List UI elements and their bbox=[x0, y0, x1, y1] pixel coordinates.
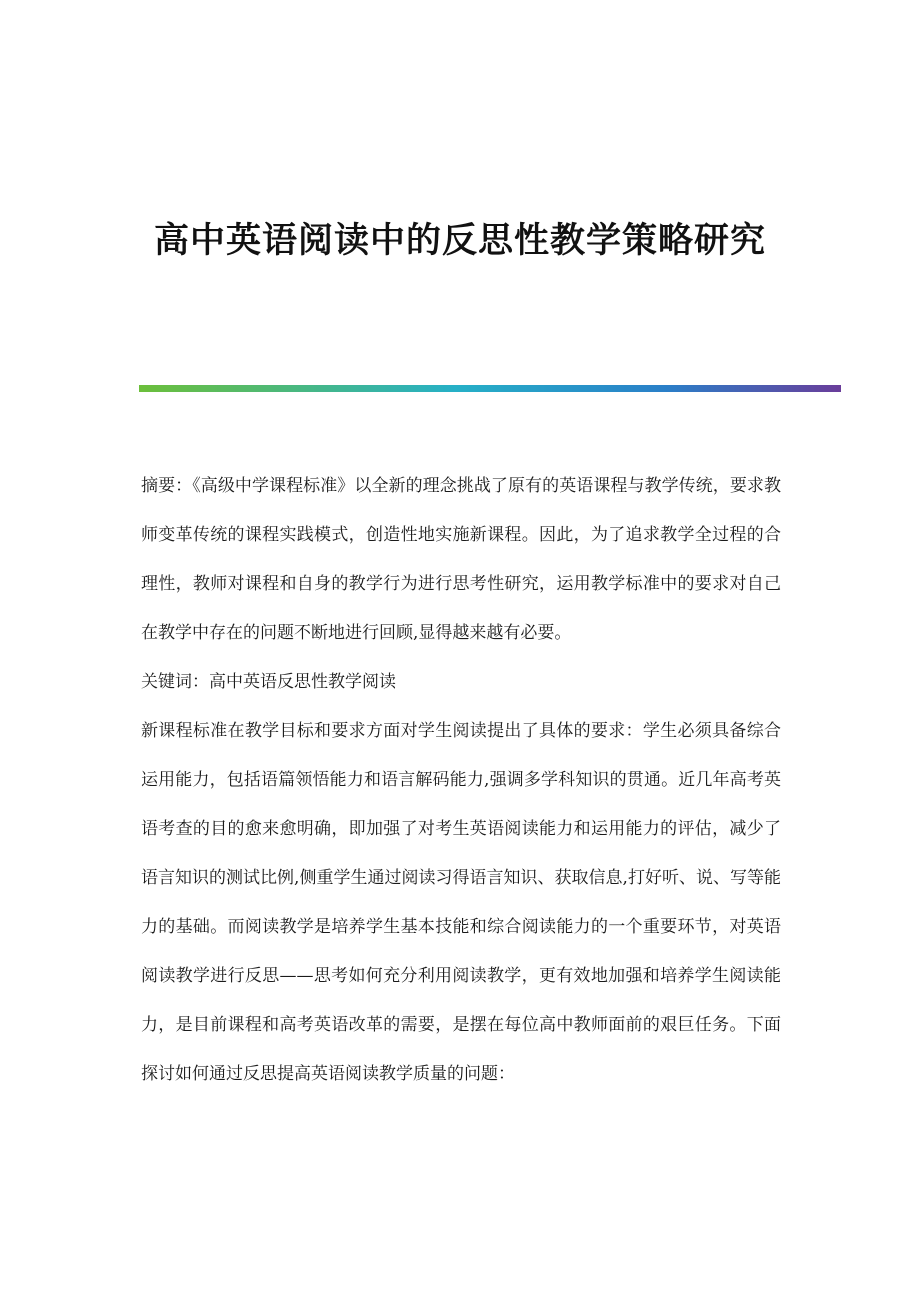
document-body bbox=[141, 462, 781, 1099]
divider-bar bbox=[139, 385, 841, 392]
gradient-divider bbox=[139, 385, 841, 392]
keywords-line: 关键词：高中英语反思性教学阅读 bbox=[141, 672, 396, 692]
abstract-paragraph: 摘要：《高级中学课程标准》以全新的理念挑战了原有的英语课程与教学传统，要求教师变革传统的课程实践模式，创造性地实施新课程。因此，为了追求教学全过程的合理性，教师对课程和自身的教学行为进行思考性研究，运用教学标准中的要求对自己在教学中存在的问题不断地进行回顾,显得越来越有必要。 bbox=[141, 476, 781, 643]
document-title: 高中英语阅读中的反思性教学策略研究 bbox=[153, 220, 766, 261]
body-paragraph: 新课程标准在教学目标和要求方面对学生阅读提出了具体的要求：学生必须具备综合运用能力，包括语篇领悟能力和语言解码能力,强调多学科知识的贯通。近几年高考英语考查的目的愈来愈明确，即加强了对考生英语阅读能力和运用能力的评估，减少了语言知识的测试比例,侧重学生通过阅读习得语言知识、获取信息,打好听、说、写等能力的基础。而阅读教学是培养学生基本技能和综合阅读能力的一个重要环节，对英语阅读教学进行反思——思考如何充分利用阅读教学，更有效地加强和培养学生阅读能力，是目前课程和高考英语改革的需要，是摆在每位高中教师面前的艰巨任务。下面探讨如何通过反思提高英语阅读教学质量的问题： bbox=[141, 721, 781, 1084]
